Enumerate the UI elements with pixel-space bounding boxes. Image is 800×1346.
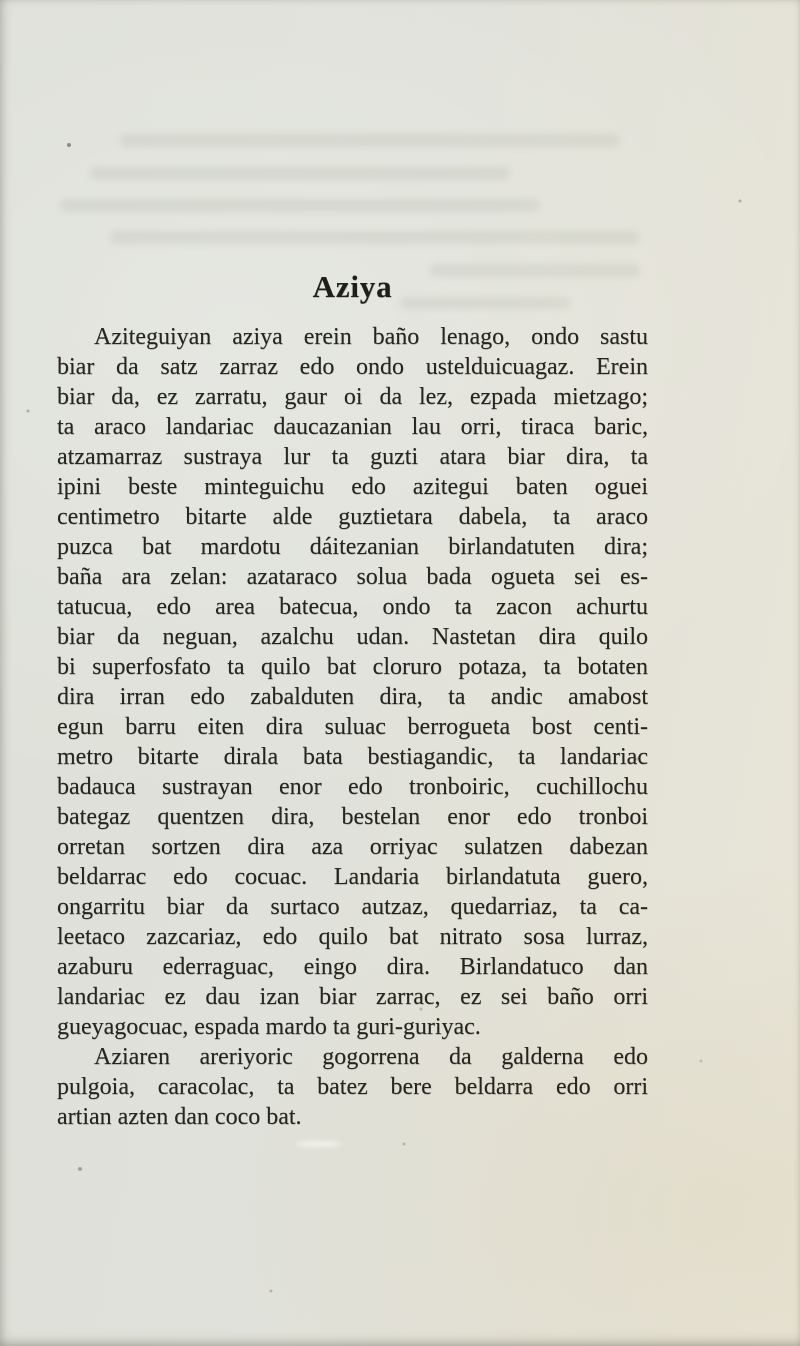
bleed-through-ghost <box>60 199 540 212</box>
text-line-p1-12: bi superfosfato ta quilo bat cloruro potaza, ta botaten <box>57 654 648 680</box>
text-line-p1-2: biar da satz zarraz edo ondo ustelduicuagaz. Erein <box>57 354 648 380</box>
text-block <box>57 322 648 1132</box>
text-line-p1-19: beldarrac edo cocuac. Landaria birlandatuta guero, <box>57 864 648 890</box>
text-line-p1-6: ipini beste minteguichu edo azitegui baten oguei <box>57 474 648 500</box>
text-line-p1-7: centimetro bitarte alde guztietara dabela, ta araco <box>57 504 648 530</box>
text-line-p1-9: baña ara zelan: azataraco solua bada ogueta sei es- <box>57 564 648 590</box>
text-line-p2-3: artian azten dan coco bat. <box>57 1104 302 1130</box>
text-line-p2-2: pulgoia, caracolac, ta batez bere beldarra edo orri <box>57 1074 648 1100</box>
text-line-p1-18: orretan sortzen dira aza orriyac sulatzen dabezan <box>57 834 648 860</box>
text-line-p1-23: landariac ez dau izan biar zarrac, ez sei baño orri <box>57 984 648 1010</box>
text-line-p1-11: biar da neguan, azalchu udan. Nastetan dira quilo <box>57 624 648 650</box>
text-line-p1-8: puzca bat mardotu dáitezanian birlandatuten dira; <box>57 534 648 560</box>
text-line-p1-22: azaburu ederraguac, eingo dira. Birlandatuco dan <box>57 954 648 980</box>
text-line-p1-14: egun barru eiten dira suluac berrogueta bost centi- <box>57 714 648 740</box>
text-line-p1-15: metro bitarte dirala bata bestiagandic, ta landariac <box>57 744 648 770</box>
text-line-p1-13: dira irran edo zabalduten dira, ta andic amabost <box>57 684 648 710</box>
paper-specks <box>0 0 2 2</box>
text-line-p1-17: bategaz quentzen dira, bestelan enor edo tronboi <box>57 804 648 830</box>
text-line-p2-1: Aziaren areriyoric gogorrena da galderna edo <box>94 1044 648 1070</box>
text-line-p1-1: Aziteguiyan aziya erein baño lenago, ondo sastu <box>94 324 648 350</box>
text-line-p1-5: atzamarraz sustraya lur ta guzti atara biar dira, ta <box>57 444 648 470</box>
paper-smudge <box>296 1141 340 1147</box>
bleed-through-ghost <box>90 167 510 180</box>
text-line-p1-10: tatucua, edo area batecua, ondo ta zacon achurtu <box>57 594 648 620</box>
text-line-p1-4: ta araco landariac daucazanian lau orri, tiraca baric, <box>57 414 648 440</box>
text-line-p1-21: leetaco zazcariaz, edo quilo bat nitrato sosa lurraz, <box>57 924 648 950</box>
text-line-p1-3: biar da, ez zarratu, gaur oi da lez, ezpada mietzago; <box>57 384 648 410</box>
text-line-p1-16: badauca sustrayan enor edo tronboiric, cuchillochu <box>57 774 648 800</box>
bleed-through-ghost <box>110 231 640 244</box>
page-title: Aziya <box>312 268 393 304</box>
text-line-p1-24: gueyagocuac, espada mardo ta guri-guriyac. <box>57 1014 481 1040</box>
text-line-p1-20: ongarritu biar da surtaco autzaz, quedarriaz, ta ca- <box>57 894 648 920</box>
bleed-through-ghost <box>120 134 620 147</box>
